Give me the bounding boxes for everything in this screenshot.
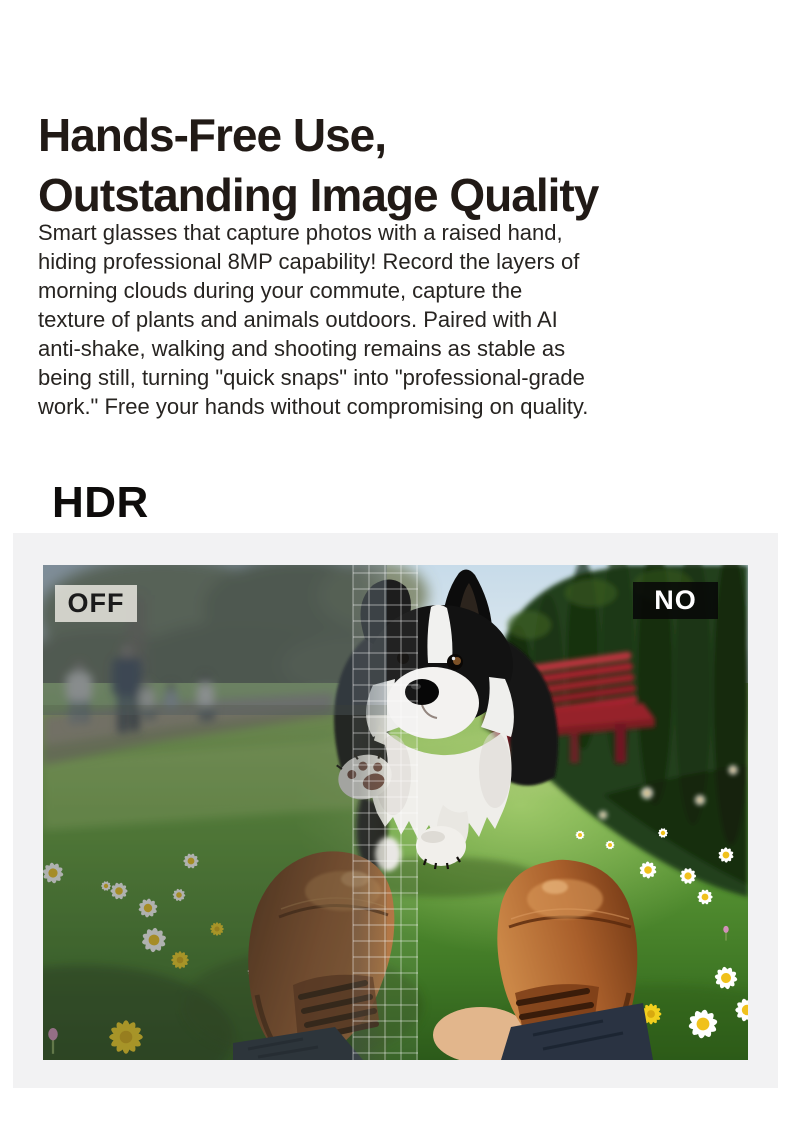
paragraph-line: texture of plants and animals outdoors. Paired with AI xyxy=(38,307,558,332)
hdr-grid-overlay xyxy=(353,565,418,1060)
paragraph-line: anti-shake, walking and shooting remains as stable as xyxy=(38,336,566,361)
hero-heading xyxy=(38,105,598,225)
hdr-comparison-panel xyxy=(13,533,778,1088)
hdr-off-badge: OFF xyxy=(55,585,137,622)
hero-paragraph xyxy=(38,218,588,421)
paragraph-line: Smart glasses that capture photos with a raised hand, xyxy=(38,220,563,245)
hero-heading-line2: Outstanding Image Quality xyxy=(38,168,599,221)
paragraph-line: hiding professional 8MP capability! Record the layers of xyxy=(38,249,580,274)
hdr-section-label: HDR xyxy=(52,478,149,527)
hdr-no-badge: NO xyxy=(633,582,718,619)
hdr-off-overlay xyxy=(43,565,387,1060)
paragraph-line: being still, turning "quick snaps" into "professional-grade xyxy=(38,365,585,390)
park-scene-illustration xyxy=(43,565,748,1060)
paragraph-line: work." Free your hands without compromising on quality. xyxy=(38,394,589,419)
hero-heading-line1: Hands-Free Use, xyxy=(38,108,387,161)
hdr-comparison-photo xyxy=(43,565,748,1060)
paragraph-line: morning clouds during your commute, capture the xyxy=(38,278,523,303)
